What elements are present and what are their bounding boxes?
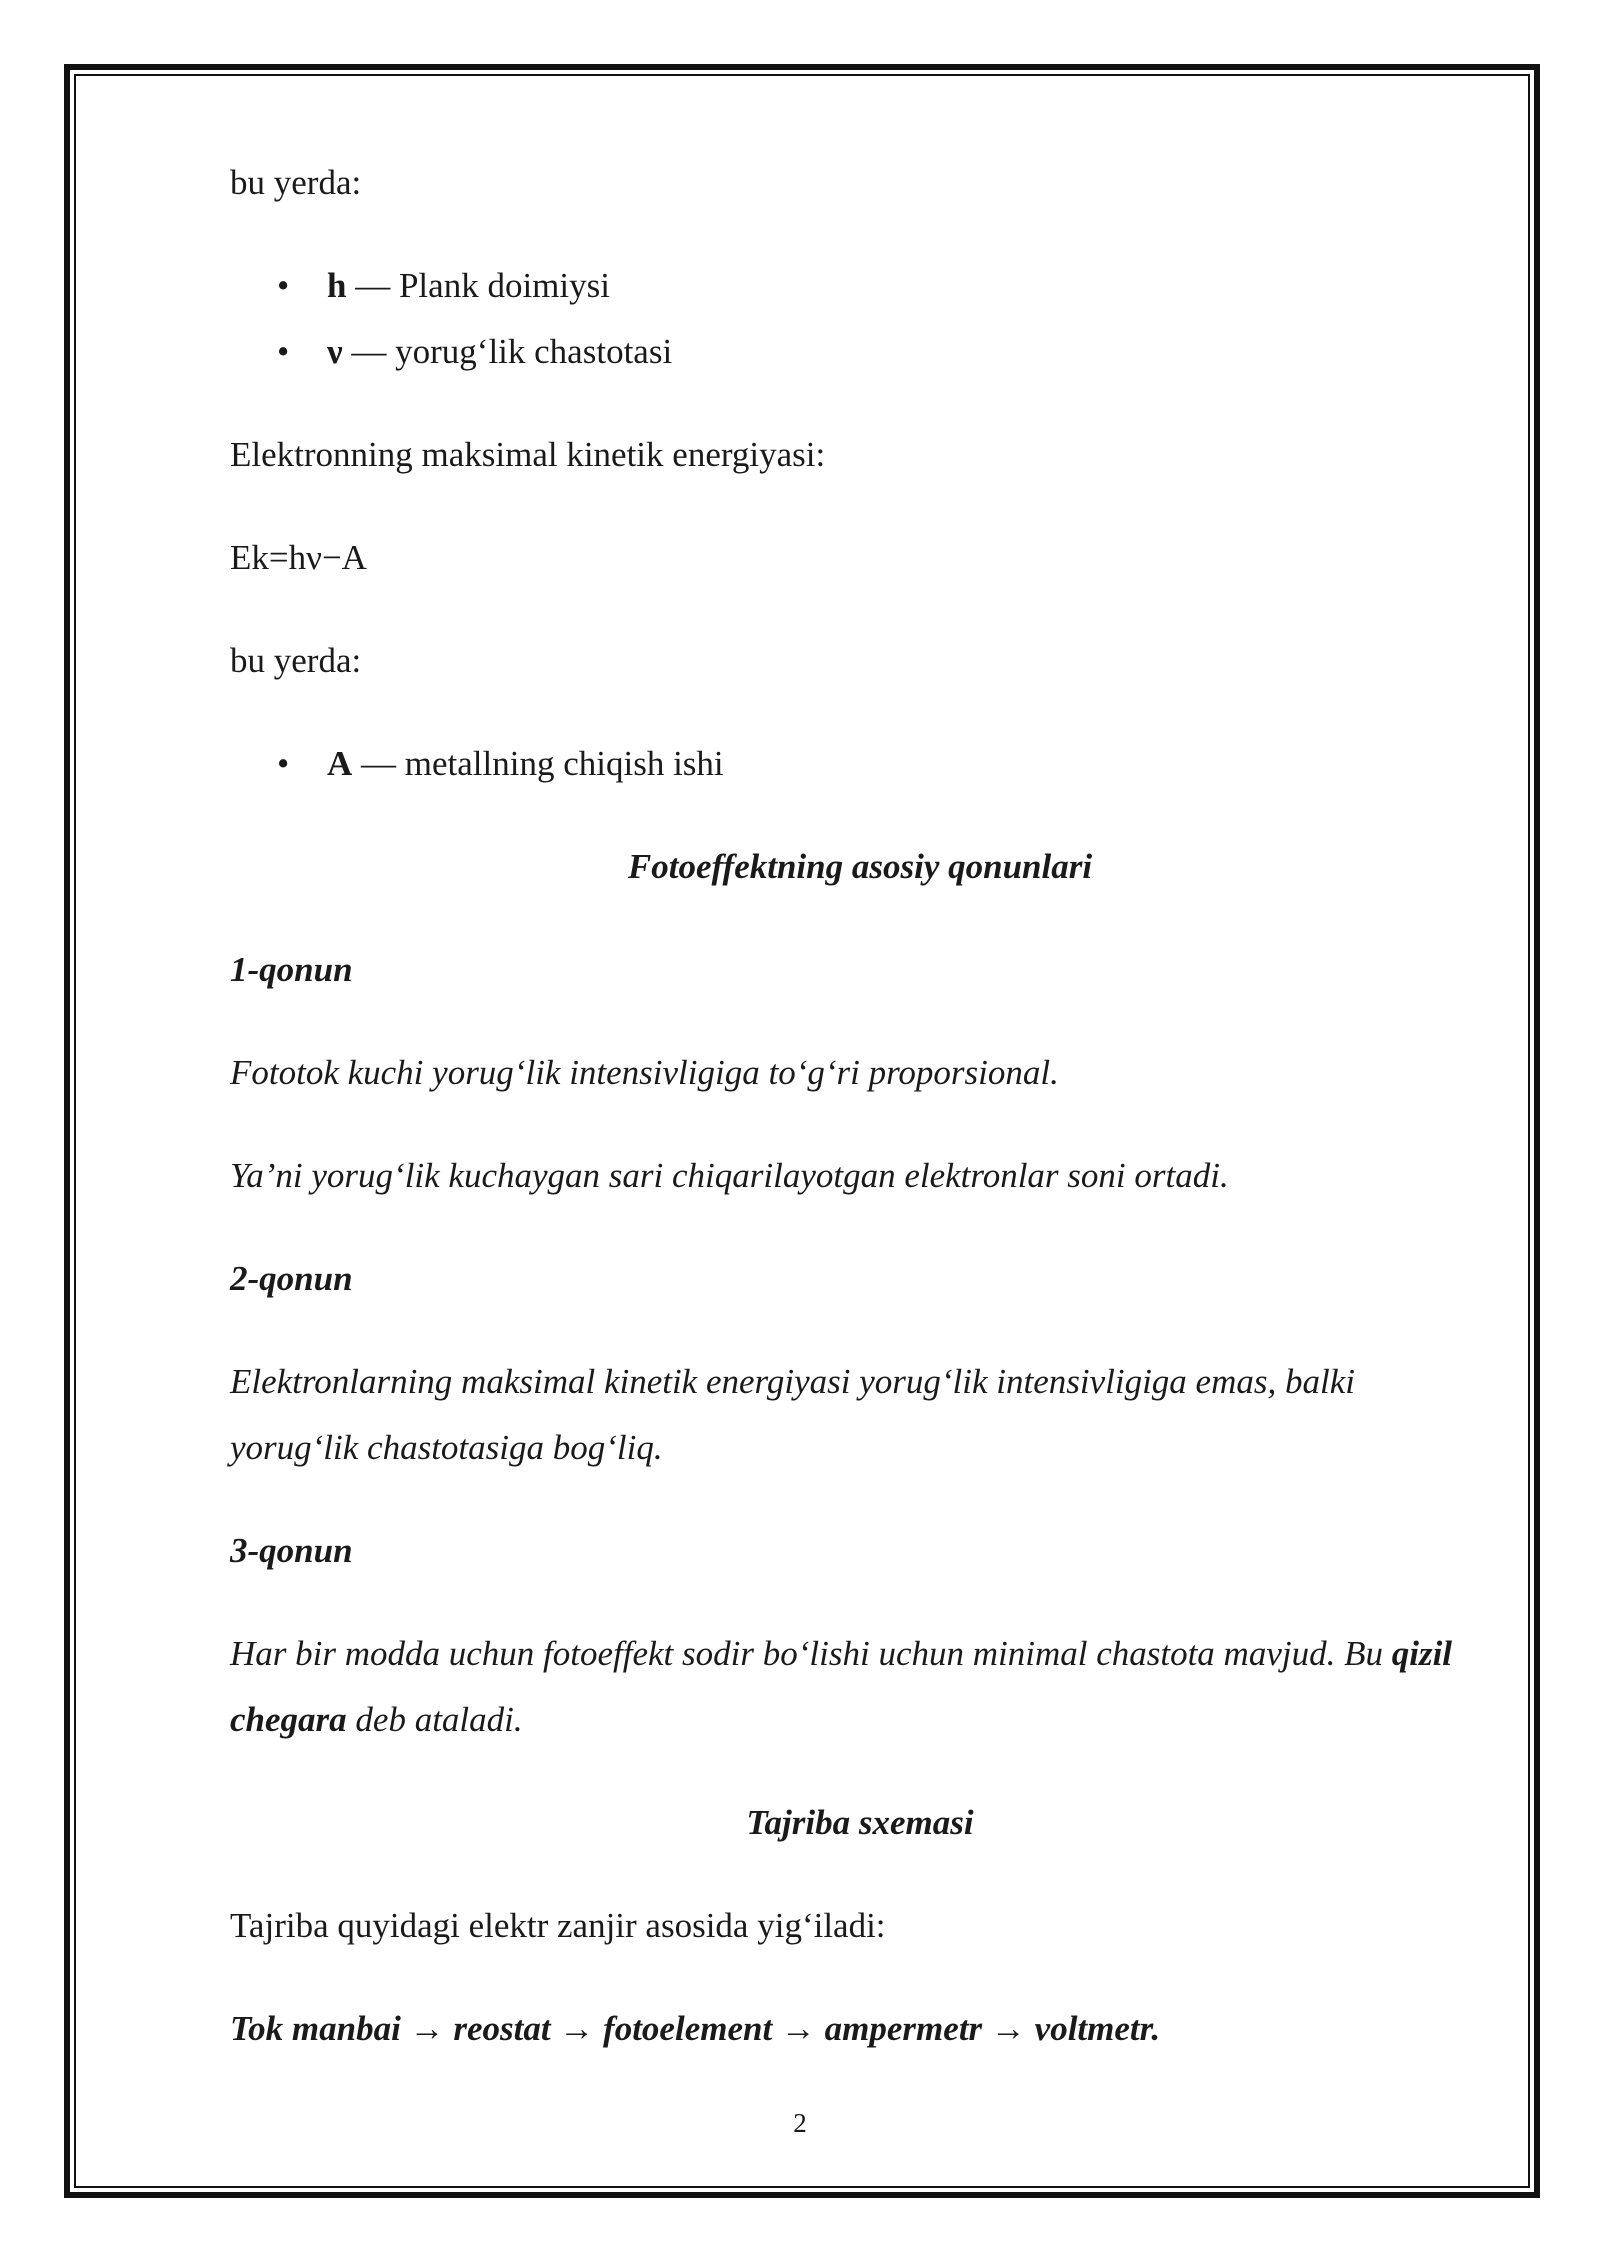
variables-list-2 — [230, 731, 1490, 797]
list-desc: — Plank doimiysi — [346, 266, 610, 305]
formula: Ek=hν−A — [230, 538, 367, 577]
list-desc: — yorug‘lik chastotasi — [342, 332, 673, 371]
variables-list — [230, 253, 1490, 385]
law-title: 3-qonun — [230, 1531, 353, 1570]
law-text-part: deb ataladi. — [346, 1700, 523, 1739]
intro-text-2: bu yerda: — [230, 641, 362, 680]
list-item — [230, 319, 1490, 385]
list-term: A — [327, 744, 353, 783]
law-text — [230, 1621, 1490, 1753]
section-heading: Tajriba sxemasi — [746, 1803, 974, 1842]
experiment-intro: Tajriba quyidagi elektr zanjir asosida yig‘iladi: — [230, 1906, 886, 1945]
law-text-part: Har bir modda uchun fotoeffekt sodir bo‘lishi uchun minimal chastota mavjud. Bu — [230, 1634, 1392, 1673]
bullet-icon: • — [277, 744, 290, 783]
list-term: ν — [327, 332, 343, 371]
law-title: 2-qonun — [230, 1259, 353, 1298]
intro-text: bu yerda: — [230, 163, 362, 202]
section-heading: Fotoeffektning asosiy qonunlari — [627, 847, 1093, 886]
law-text: Fototok kuchi yorug‘lik intensivligiga to‘g‘ri proporsional. — [230, 1053, 1059, 1092]
circuit-chain: Tok manbai → reostat → fotoelement → ampermetr → voltmetr. — [230, 2009, 1161, 2048]
page-number: 2 — [793, 2108, 807, 2138]
bullet-icon: • — [277, 332, 290, 371]
bullet-icon: • — [277, 266, 290, 305]
law-text: Ya’ni yorug‘lik kuchaygan sari chiqarilayotgan elektronlar soni ortadi. — [230, 1156, 1229, 1195]
law-title: 1-qonun — [230, 950, 353, 989]
kinetic-label: Elektronning maksimal kinetik energiyasi: — [230, 435, 826, 474]
list-term: h — [327, 266, 347, 305]
list-item — [230, 253, 1490, 319]
list-item — [230, 731, 1490, 797]
document-body — [230, 150, 1490, 2099]
law-text: Elektronlarning maksimal kinetik energiyasi yorug‘lik intensivligiga emas, balki yorug‘lik chastotasiga bog‘liq. — [230, 1362, 1355, 1467]
red-limit-term: qizil chegara — [230, 1634, 1453, 1739]
list-desc: — metallning chiqish ishi — [352, 744, 724, 783]
